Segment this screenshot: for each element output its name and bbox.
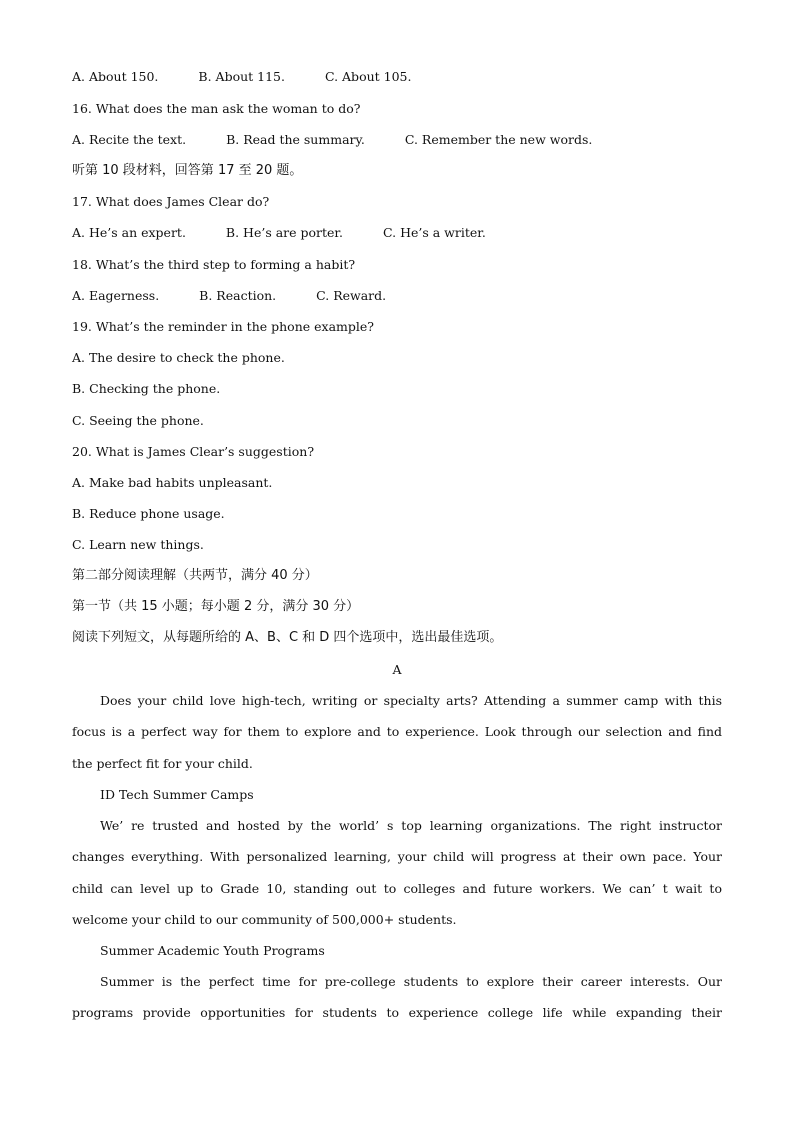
- q15-options: [72, 68, 722, 86]
- heading-id-tech: ID Tech Summer Camps: [100, 787, 254, 802]
- q20-stem: 20. What is James Clear’s suggestion?: [72, 444, 315, 459]
- q17-option-b: B. He’s are porter.: [225, 225, 344, 240]
- q16-options: [72, 131, 722, 149]
- q19-stem: 19. What’s the reminder in the phone example?: [72, 319, 374, 334]
- p1-line-3: child can level up to Grade 10, standing out to colleges and future workers. We can’ t wait to: [72, 881, 722, 896]
- passage-intro-line-2: focus is a perfect way for them to explore and to experience. Look through our selection and find: [72, 724, 722, 739]
- q16-option-b: B. Read the summary.: [226, 132, 365, 147]
- passage-intro-line-3: the perfect fit for your child.: [72, 756, 253, 771]
- q20-option-b: B. Reduce phone usage.: [72, 506, 225, 521]
- reading-instruction: 阅读下列短文，从每题所给的 A、B、C 和 D 四个选项中，选出最佳选项。: [72, 630, 503, 645]
- p1-line-4: welcome your child to our community of 500,000+ students.: [72, 912, 457, 927]
- q17-option-c: C. He’s a writer.: [383, 225, 486, 240]
- heading-summer-academic: Summer Academic Youth Programs: [100, 943, 325, 958]
- q19-option-a: A. The desire to check the phone.: [72, 350, 285, 365]
- p1-line-1: We’ re trusted and hosted by the world’ s top learning organizations. The right instructor: [100, 818, 722, 833]
- q17-options: [72, 224, 722, 242]
- q20-option-a: A. Make bad habits unpleasant.: [72, 475, 273, 490]
- q19-option-c: C. Seeing the phone.: [72, 413, 204, 428]
- q18-options: [72, 287, 722, 305]
- q16-option-a: A. Recite the text.: [72, 132, 187, 147]
- q19-option-b: B. Checking the phone.: [72, 381, 221, 396]
- q18-option-c: C. Reward.: [316, 288, 387, 303]
- p2-line-2: programs provide opportunities for students to experience college life while expanding their: [72, 1005, 722, 1020]
- q17-option-a: A. He’s an expert.: [72, 225, 186, 240]
- q18-stem: 18. What’s the third step to forming a habit?: [72, 257, 356, 272]
- section1-title: 第一节（共 15 小题；每小题 2 分，满分 30 分）: [72, 599, 360, 614]
- q18-option-b: B. Reaction.: [199, 288, 277, 303]
- q18-option-a: A. Eagerness.: [72, 288, 160, 303]
- q16-stem: 16. What does the man ask the woman to do?: [72, 101, 361, 116]
- q17-stem: 17. What does James Clear do?: [72, 194, 270, 209]
- p1-line-2: changes everything. With personalized learning, your child will progress at their own pace. Your: [72, 849, 722, 864]
- p2-line-1: Summer is the perfect time for pre-college students to explore their career interests. Our: [100, 974, 722, 989]
- passage-intro-line-1: Does your child love high-tech, writing or specialty arts? Attending a summer camp with this: [100, 693, 722, 708]
- passage-label: A: [392, 662, 402, 677]
- instruction-section-10: 听第 10 段材料，回答第 17 至 20 题。: [72, 163, 303, 178]
- part2-title: 第二部分阅读理解（共两节，满分 40 分）: [72, 568, 318, 583]
- q15-option-c: C. About 105.: [324, 69, 412, 84]
- q16-option-c: C. Remember the new words.: [404, 132, 593, 147]
- q15-option-b: B. About 115.: [198, 69, 285, 84]
- q20-option-c: C. Learn new things.: [72, 537, 204, 552]
- q15-option-a: A. About 150.: [72, 69, 159, 84]
